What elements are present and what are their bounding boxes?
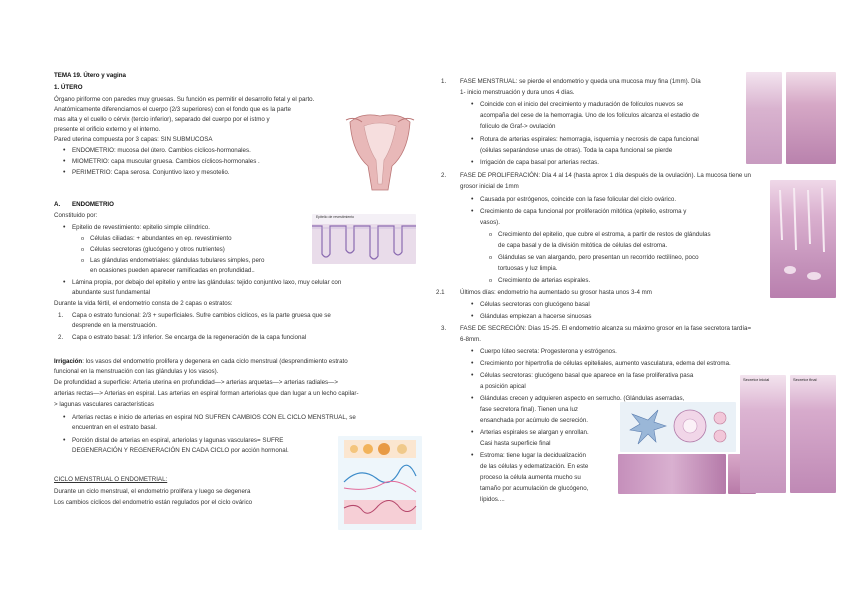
- list-number: 2.: [441, 172, 447, 179]
- phase3-point: • Glándulas crecen y adquieren aspecto en serrucho. (Glándulas aserradas,: [480, 395, 684, 403]
- fertile-text: Durante la vida fértil, el endometrio consta de 2 capas o estratos:: [54, 300, 233, 307]
- intro-line: Pared uterina compuesta por 3 capas: SIN SUBMUCOSA: [54, 136, 213, 143]
- phase2-subpoint-cont: de capa basal y de la división mitótica de células del estroma.: [498, 242, 668, 249]
- layer-item: • PERIMETRIO: Capa serosa. Conjuntivo laxo y mesotelio.: [72, 169, 230, 177]
- uterus-diagram: [344, 108, 416, 198]
- phase2-point: • Crecimiento de capa funcional por proliferación mitótica (epitelio, estroma y: [480, 208, 686, 216]
- phase-menstrual-line: 1- inicio menstruación y dura unos 4 días.: [460, 89, 575, 96]
- phase3-point-cont: tamaño por acumulación de glucógeno,: [480, 485, 589, 492]
- irrigation-line: De profundidad a superficie: Arteria uterina en profundidad—> arterias arquetas—> arterias radiales—>: [54, 379, 338, 386]
- phase-secretion-line: FASE DE SECRECIÓN: Días 15-25. El endometrio alcanza su máximo grosor en la fase secretora tardía=: [460, 325, 752, 332]
- stratum-item: 2. Capa o estrato basal: 1/3 inferior. Se encarga de la regeneración de la capa funcional: [58, 334, 307, 341]
- phase1-point-cont: (células separándose unas de otras). Toda la capa funcional se pierde: [480, 147, 673, 154]
- phase2-subpoint: o Glándulas se van alargando, pero presentan un recorrido rectilíneo, poco: [498, 254, 699, 262]
- stratum-item-cont: desprende en la menstruación.: [72, 322, 157, 329]
- histology-menstrual-image-2: [786, 72, 836, 164]
- intro-line: Órgano piriforme con paredes muy gruesas. Su función es permitir el desarrollo fetal y el parto.: [54, 96, 315, 103]
- phase3-point-cont: Casi hasta superficie final: [480, 440, 551, 447]
- late-point: • Células secretoras con glucógeno basal: [480, 301, 590, 309]
- cycle-line: Los cambios cíclicos del endometrio están regulados por el ciclo ovárico: [54, 499, 253, 506]
- layer-item: • ENDOMETRIO: mucosa del útero. Cambios cíclicos-hormonales.: [72, 147, 251, 155]
- late-point: • Glándulas empiezan a hacerse sinuosas: [480, 313, 591, 321]
- artery-item: • Porción distal de arterias en espiral, arteriolas y lagunas vasculares= SUFRE: [72, 437, 283, 445]
- irrigation-line: arterias rectas—> Arterias en espiral. Las arterias en espiral forman arteriolas que dan lugar a un lecho capilar-: [54, 390, 359, 397]
- cycle-heading: CICLO MENSTRUAL O ENDOMETRIAL:: [54, 476, 168, 483]
- phase3-point: • Células secretoras: glucógeno basal que aparece en la fase proliferativa pasa: [480, 372, 693, 380]
- secretory-initial-label: Secretor inicial: [743, 377, 770, 382]
- cell-item: o Células secretoras (glucógeno y otros nutrientes): [90, 246, 225, 254]
- lamina-item-cont: abundante sust fundamental: [72, 289, 151, 296]
- phase-secretion-line: 6-8mm.: [460, 336, 481, 343]
- cell-item-cont: en ocasiones pueden aparecer ramificadas en profundidad..: [90, 267, 255, 274]
- epithelium-item: • Epitelio de revestimiento: epitelio simple cilíndrico.: [72, 224, 210, 232]
- constituted-label: Constituido por:: [54, 212, 98, 219]
- intro-line: presente el orificio externo y el interno.: [54, 126, 161, 133]
- intro-line: mas alta y el cuello o cérvix (tercio inferior), separado del cuerpo por el istmo y: [54, 116, 270, 123]
- phase1-point-cont: acompaña del cese de la hemorragia. Uno de los folículos alcanza el estadio de: [480, 112, 700, 119]
- irrigation-line: > lagunas vasculares características: [54, 401, 154, 408]
- section-letter: A.: [54, 201, 61, 208]
- page-title: TEMA 19. Útero y vagina: [54, 72, 126, 79]
- intro-line: Anatómicamente diferenciamos el cuerpo (2/3 superiores) con el fondo que es la parte: [54, 106, 291, 113]
- histology-secretory-initial: [740, 375, 786, 493]
- cell-item: o Células ciliadas: + abundantes en ep. revestimiento: [90, 235, 232, 243]
- irrigation-line: Irrigación: los vasos del endometrio prolifera y degenera en cada ciclo menstrual (desprendimiento estrato: [54, 358, 348, 365]
- list-number: 2.1: [436, 289, 445, 296]
- phase1-point: • Irrigación de capa basal por arterias rectas.: [480, 159, 599, 167]
- cycle-line: Durante un ciclo menstrual, el endometrio prolifera y luego se degenera: [54, 488, 251, 495]
- phase3-point-cont: fase secretora final). Tienen una luz: [480, 406, 579, 413]
- phase3-point-cont: lípidos....: [480, 496, 505, 503]
- phase2-point: • Causada por estrógenos, coincide con la fase folicular del ciclo ovárico.: [480, 196, 676, 204]
- section-heading-utero: 1. ÚTERO: [54, 84, 83, 91]
- late-proliferation-line: Últimos días: endometrio ha aumentado su grosor hasta unos 3-4 mm: [460, 289, 652, 296]
- lamina-item: • Lámina propia, por debajo del epitelio y entre las glándulas: tejido conjuntivo laxo, muy celular con: [72, 279, 341, 287]
- phase3-point-cont: proceso la célula aumenta mucho su: [480, 474, 581, 481]
- secretory-final-label: Secretor final: [793, 377, 817, 382]
- histology-menstrual-image-1: [746, 72, 782, 164]
- phase-menstrual-line: FASE MENSTRUAL: se pierde el endometrio y queda una mucosa muy fina (1mm). Día: [460, 78, 701, 85]
- epithelium-diagram: [312, 214, 416, 264]
- artery-item: • Arterias rectas e inicio de arterias en espiral NO SUFREN CAMBIOS CON EL CICLO MENSTRUAL, se: [72, 414, 356, 422]
- phase1-point: • Rotura de arterias espirales: hemorragia, isquemia y necrosis de capa funcional: [480, 136, 699, 144]
- phase3-point-cont: a posición apical: [480, 383, 526, 390]
- list-number: 1.: [441, 78, 447, 85]
- phase1-point: • Coincide con el inicio del crecimiento y maduración de folículos nuevos se: [480, 101, 683, 109]
- list-number: 3.: [441, 325, 447, 332]
- artery-item-cont: encuentran en el estrato basal.: [72, 424, 157, 431]
- artery-item-cont: DEGENERACIÓN Y REGENERACIÓN EN CADA CICLO por acción hormonal.: [72, 447, 289, 454]
- right-column: [424, 0, 848, 599]
- histology-secretory-final: [790, 375, 836, 493]
- phase-proliferation-line: grosor inicial de 1mm: [460, 183, 519, 190]
- phase2-subpoint: o Crecimiento de arterias espirales.: [498, 277, 590, 285]
- phase2-point-cont: vasos).: [480, 219, 500, 226]
- figure-caption: Epitelio de revestimiento: [316, 215, 355, 219]
- phase3-point: • Arterias espirales se alargan y enrollan.: [480, 429, 589, 437]
- phase1-point-cont: folículo de Graf-> ovulación: [480, 123, 556, 130]
- phase3-point-cont: de las células y edematización. En este: [480, 463, 589, 470]
- phase2-subpoint-cont: tortuosas y luz limpia.: [498, 265, 558, 272]
- section-heading-endometrio: ENDOMETRIO: [72, 201, 114, 208]
- phase3-point: • Cuerpo lúteo secreta: Progesterona y estrógenos.: [480, 348, 617, 356]
- phase-proliferation-line: FASE DE PROLIFERACIÓN: Día 4 al 14 (hasta aprox 1 día después de la ovulación). La mucosa tiene un: [460, 172, 751, 179]
- menstrual-cycle-diagram: [338, 436, 422, 530]
- phase3-point: • Estroma: tiene lugar la decidualización: [480, 452, 586, 460]
- irrigation-line: funcional en la menstruación con las glándulas y los vasos).: [54, 368, 219, 375]
- phase2-subpoint: o Crecimiento del epitelio, que cubre el estroma, a partir de restos de glándulas: [498, 231, 711, 239]
- secretory-gland-diagram: [620, 402, 736, 452]
- phase3-point-cont: ensanchada por acúmulo de secreción.: [480, 417, 589, 424]
- histology-proliferation-image: [770, 180, 836, 298]
- phase3-point: • Crecimiento por hipertrofia de células epiteliales, aumento vasculatura, edema del estroma.: [480, 360, 731, 368]
- layer-item: • MIOMETRIO: capa muscular gruesa. Cambios cíclicos-hormonales .: [72, 158, 260, 166]
- stratum-item: 1. Capa o estrato funcional: 2/3 + superficiales. Sufre cambios cíclicos, es la parte gruesa que se: [58, 312, 331, 319]
- histology-secretory-image-1: [618, 454, 726, 494]
- cell-item: o Las glándulas endometriales: glándulas tubulares simples, pero: [90, 257, 264, 265]
